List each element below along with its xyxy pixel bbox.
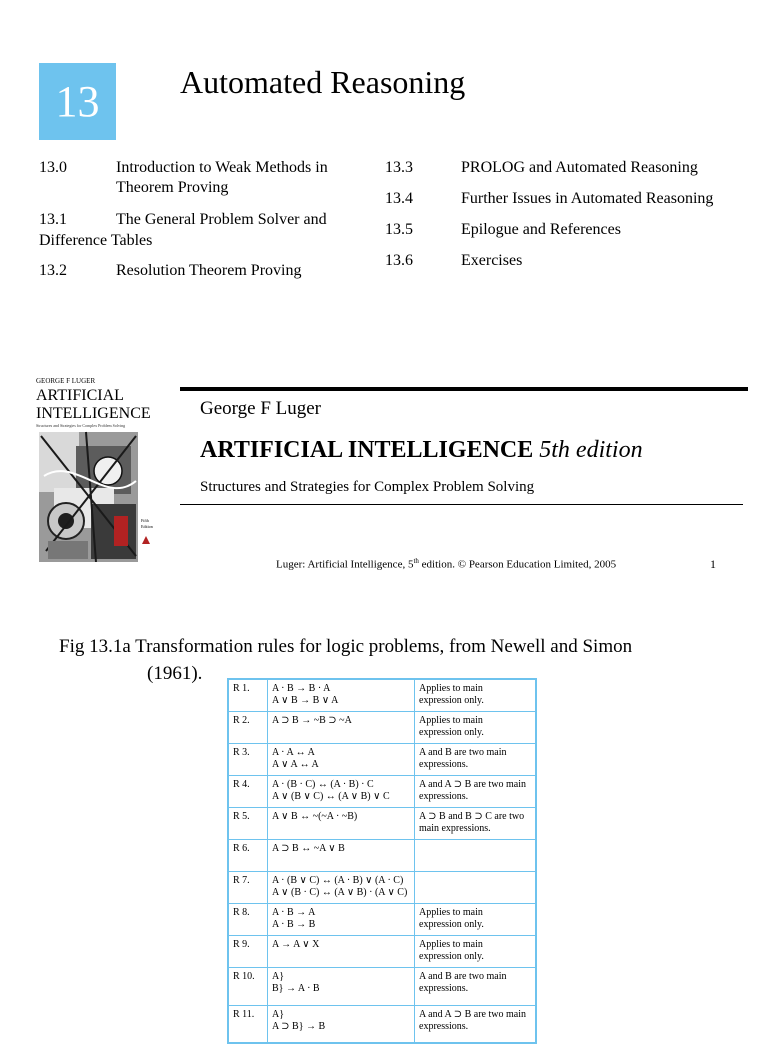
- rule-row: [228, 1005, 536, 1043]
- rule-expression: A ∨ A ↔ A: [272, 758, 319, 770]
- rule-row: [228, 967, 536, 1005]
- rule-note-line: Applies to main: [419, 906, 483, 918]
- rule-id: R 4.: [228, 775, 268, 807]
- rule-row: [228, 743, 536, 775]
- rule-note: [415, 903, 537, 935]
- rule-id: R 2.: [228, 711, 268, 743]
- toc-item-title: PROLOG and Automated Reasoning: [461, 159, 698, 176]
- book-author: George F Luger: [200, 398, 322, 419]
- cover-artwork: [39, 432, 138, 562]
- rule-expression: A · (B · C) ↔ (A · B) · C: [272, 778, 374, 790]
- footer-text-rest: edition. © Pearson Education Limited, 2005: [418, 558, 617, 571]
- transformation-rules-table: [227, 678, 537, 1044]
- toc-item[interactable]: [39, 210, 369, 230]
- rule-id: R 11.: [228, 1005, 268, 1043]
- toc-item-title-cont: Difference Tables: [39, 232, 153, 249]
- toc-item-cont: [39, 231, 369, 251]
- toc-item[interactable]: [39, 261, 369, 281]
- rule-expression: A · B → B · A: [272, 683, 331, 694]
- rule-expression: A}: [272, 1008, 285, 1020]
- rule-expression: A ∨ (B ∨ C) ↔ (A ∨ B) ∨ C: [272, 790, 390, 802]
- rule-expression: A · B → A: [272, 906, 316, 918]
- rule-note-line: A and B are two main: [419, 746, 507, 758]
- rule-id: R 8.: [228, 903, 268, 935]
- copyright-footer: [276, 557, 616, 571]
- rule-note-line: Applies to main: [419, 714, 483, 726]
- chapter-number-badge: 13: [39, 63, 116, 140]
- rule-expression: A · B → B: [272, 918, 316, 930]
- toc-item-title-cont: Theorem Proving: [116, 179, 229, 196]
- cover-author: GEORGE F LUGER: [36, 377, 96, 385]
- rule-note: [415, 1005, 537, 1043]
- rule-transformation: [268, 839, 415, 871]
- toc-item[interactable]: [39, 158, 369, 200]
- toc-left-column: [39, 158, 369, 281]
- toc-item[interactable]: [385, 251, 755, 271]
- rule-note-line: expression only.: [419, 695, 484, 706]
- rule-transformation: [268, 1005, 415, 1043]
- toc-right-column: [385, 158, 755, 271]
- rule-note-line: expressions.: [419, 1020, 469, 1032]
- rule-transformation: [268, 935, 415, 967]
- toc-item-number: 13.0: [39, 159, 67, 176]
- book-edition: 5th edition: [539, 437, 643, 463]
- cover-edition-line2: Edition: [141, 524, 153, 529]
- rule-expression: A}: [272, 970, 285, 982]
- rule-note: [415, 871, 537, 903]
- rule-note-line: A and A ⊃ B are two main: [419, 778, 526, 790]
- rule-transformation: [268, 903, 415, 935]
- rule-note-line: Applies to main: [419, 938, 483, 950]
- rule-note-line: main expressions.: [419, 822, 491, 834]
- rule-row: [228, 775, 536, 807]
- toc-item[interactable]: [385, 158, 755, 178]
- rule-expression: A ⊃ B → ~B ⊃ ~A: [272, 714, 352, 726]
- cover-title-line2: INTELLIGENCE: [36, 405, 151, 422]
- chapter-title: Automated Reasoning: [180, 64, 466, 100]
- rule-expression: A ⊃ B} → B: [272, 1020, 326, 1032]
- rule-row: [228, 871, 536, 903]
- rule-expression: A ∨ (B · C) ↔ (A ∨ B) · (A ∨ C): [272, 886, 408, 898]
- rule-id: R 5.: [228, 807, 268, 839]
- rule-note-line: expression only.: [419, 726, 484, 738]
- rule-id: R 7.: [228, 871, 268, 903]
- toc-item-number: 13.4: [385, 190, 413, 207]
- rule-note-line: expression only.: [419, 918, 484, 930]
- toc-item-title: Introduction to Weak Methods in: [116, 159, 328, 176]
- rule-id: R 1.: [228, 679, 268, 711]
- rule-note-line: expressions.: [419, 790, 469, 802]
- toc-item-number: 13.5: [385, 221, 413, 238]
- rule-note-line: expressions.: [419, 982, 469, 994]
- rule-note-line: expressions.: [419, 758, 469, 770]
- cover-title-line1: ARTIFICIAL: [36, 387, 124, 404]
- title-rule-thin: [180, 504, 743, 505]
- rule-note: [415, 935, 537, 967]
- rule-note: [415, 967, 537, 1005]
- rule-expression: A ∨ B → B ∨ A: [272, 695, 339, 706]
- rule-row: [228, 679, 536, 711]
- rule-row: [228, 935, 536, 967]
- rule-note: [415, 807, 537, 839]
- rule-note: [415, 839, 537, 871]
- rule-id: R 3.: [228, 743, 268, 775]
- rule-note-line: A ⊃ B and B ⊃ C are two: [419, 810, 525, 822]
- rule-row: [228, 807, 536, 839]
- rule-expression: A ∨ B ↔ ~(~A · ~B): [272, 810, 358, 822]
- rule-note-line: expression only.: [419, 950, 484, 962]
- book-title-text: ARTIFICIAL INTELLIGENCE: [200, 437, 534, 463]
- cover-subtitle: Structures and Strategies for Complex Problem Solving: [36, 423, 126, 428]
- toc-item-number: 13.3: [385, 159, 413, 176]
- toc-item-title: Exercises: [461, 252, 523, 269]
- rule-expression: A ⊃ B ↔ ~A ∨ B: [272, 842, 345, 854]
- toc-item-title: Epilogue and References: [461, 221, 621, 238]
- rule-note: [415, 679, 537, 711]
- rule-note: [415, 775, 537, 807]
- rule-expression: A → A ∨ X: [272, 938, 320, 950]
- rule-expression: A · A ↔ A: [272, 746, 315, 758]
- rule-id: R 10.: [228, 967, 268, 1005]
- rule-transformation: [268, 807, 415, 839]
- toc-item-number: 13.1: [39, 211, 67, 228]
- rule-transformation: [268, 871, 415, 903]
- toc-item-number: 13.2: [39, 262, 67, 279]
- rule-row: [228, 903, 536, 935]
- rule-transformation: [268, 711, 415, 743]
- footer-superscript: th: [413, 557, 419, 565]
- title-rule-thick: [180, 387, 748, 391]
- rule-id: R 9.: [228, 935, 268, 967]
- book-title: [200, 437, 643, 464]
- rule-note: [415, 743, 537, 775]
- rule-note: [415, 711, 537, 743]
- rule-transformation: [268, 967, 415, 1005]
- toc-item-title: Resolution Theorem Proving: [116, 262, 302, 279]
- page-number: 1: [710, 557, 716, 571]
- toc-item[interactable]: [385, 189, 755, 209]
- book-subtitle: Structures and Strategies for Complex Problem Solving: [200, 479, 535, 495]
- rule-row: [228, 711, 536, 743]
- toc-item-number: 13.6: [385, 252, 413, 269]
- rule-transformation: [268, 743, 415, 775]
- rule-id: R 6.: [228, 839, 268, 871]
- rule-expression: B} → A · B: [272, 982, 320, 994]
- figure-caption-line2: (1961).: [147, 663, 203, 684]
- rule-row: [228, 839, 536, 871]
- toc-item[interactable]: [385, 220, 755, 240]
- cover-edition-line1: Fifth: [141, 518, 149, 523]
- figure-caption-line1: Fig 13.1a Transformation rules for logic problems, from Newell and Simon: [59, 636, 633, 657]
- toc-item-title: The General Problem Solver and: [116, 211, 327, 228]
- book-cover-image: [36, 376, 164, 562]
- rule-note-line: A and A ⊃ B are two main: [419, 1008, 526, 1020]
- rule-transformation: [268, 775, 415, 807]
- rule-note-line: A and B are two main: [419, 970, 507, 982]
- rule-note-line: Applies to main: [419, 683, 483, 694]
- footer-text: Luger: Artificial Intelligence, 5: [276, 558, 414, 571]
- rule-expression: A · (B ∨ C) ↔ (A · B) ∨ (A · C): [272, 874, 404, 886]
- toc-item-title: Further Issues in Automated Reasoning: [461, 190, 714, 207]
- rule-transformation: [268, 679, 415, 711]
